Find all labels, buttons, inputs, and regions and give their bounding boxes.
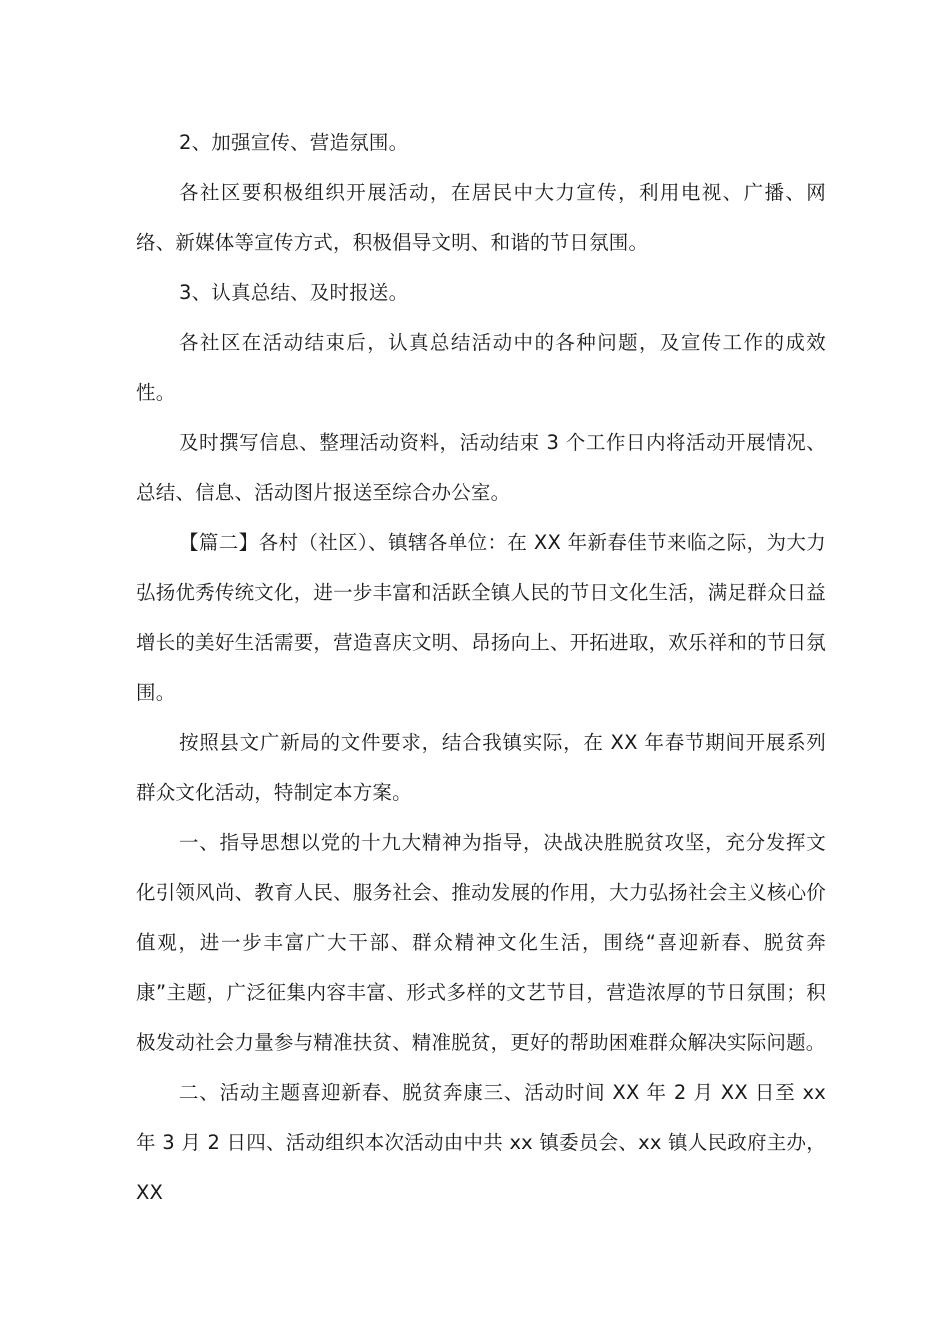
- paragraph-part-two-intro: 【篇二】各村（社区）、镇辖各单位：在 XX 年新春佳节来临之际，为大力弘扬优秀传统文化，进一步丰富和活跃全镇人民的节日文化生活，满足群众日益增长的美好生活需要，营造喜庆文明、昂扬向上、开拓进取，欢乐祥和的节日氛围。: [136, 531, 826, 704]
- paragraph-heading-2: 2、加强宣传、营造氛围。: [179, 131, 409, 154]
- paragraph-report: 及时撰写信息、整理活动资料，活动结束 3 个工作日内将活动开展情况、总结、信息、活动图片报送至综合办公室。: [136, 431, 826, 504]
- paragraph-summary: 各社区在活动结束后，认真总结活动中的各种问题，及宣传工作的成效性。: [136, 331, 826, 404]
- paragraph-activity-theme: 二、活动主题喜迎新春、脱贫奔康三、活动时间 XX 年 2 月 XX 日至 xx 年 3 月 2 日四、活动组织本次活动由中共 xx 镇委员会、xx 镇人民政府主办，XX: [136, 1081, 826, 1204]
- document-body: [136, 118, 826, 1218]
- paragraph-plan-basis: 按照县文广新局的文件要求，结合我镇实际，在 XX 年春节期间开展系列群众文化活动，特制定本方案。: [136, 731, 826, 804]
- paragraph-guiding-ideology: 一、指导思想以党的十九大精神为指导，决战决胜脱贫攻坚，充分发挥文化引领风尚、教育人民、服务社会、推动发展的作用，大力弘扬社会主义核心价值观，进一步丰富广大干部、群众精神文化生活，围绕“喜迎新春、脱贫奔康”主题，广泛征集内容丰富、形式多样的文艺节目，营造浓厚的节日氛围；积极发动社会力量参与精准扶贫、精准脱贫，更好的帮助困难群众解决实际问题。: [136, 831, 826, 1054]
- paragraph-publicity: 各社区要积极组织开展活动，在居民中大力宣传，利用电视、广播、网络、新媒体等宣传方式，积极倡导文明、和谐的节日氛围。: [136, 181, 826, 254]
- paragraph-heading-3: 3、认真总结、及时报送。: [179, 281, 409, 304]
